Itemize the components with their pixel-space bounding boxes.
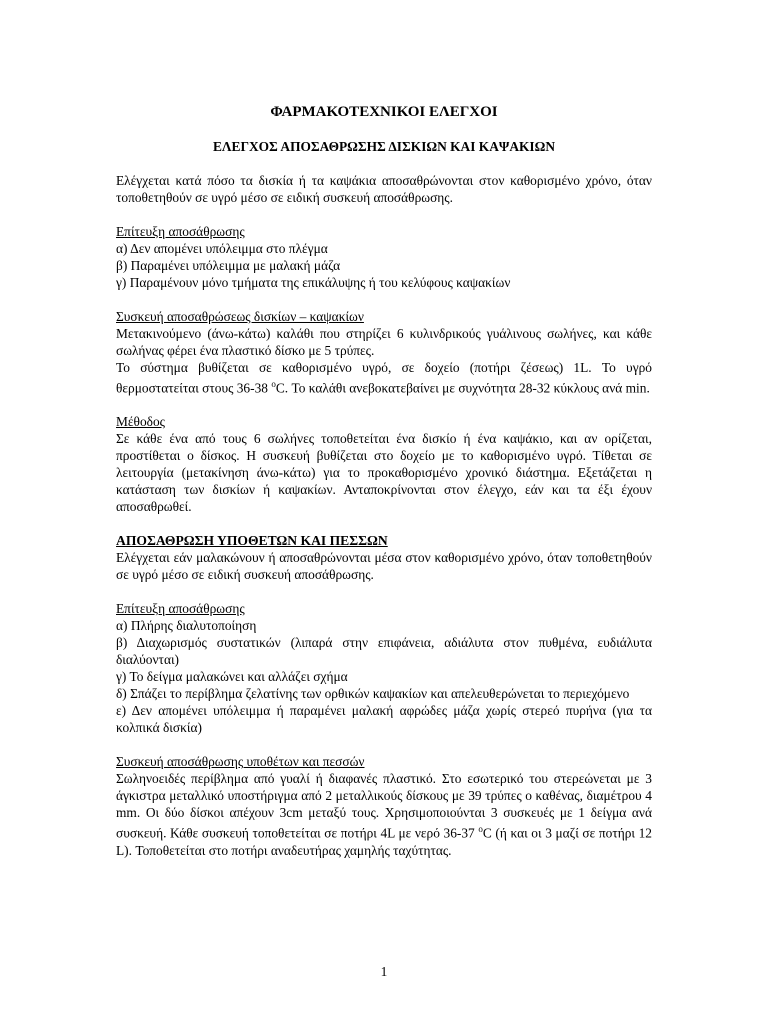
document-title: ΦΑΡΜΑΚΟΤΕΧΝΙΚΟΙ ΕΛΕΓΧΟΙ [270, 104, 498, 120]
text-span: C. Το καλάθι ανεβοκατεβαίνει με συχνότητα 28-32 κύκλους ανά min. [275, 380, 650, 396]
intro-paragraph: Ελέγχεται κατά πόσο τα δισκία ή τα καψάκια αποσαθρώνονται στον καθορισμένο χρόνο, όταν τοποθετηθούν σε υγρό μέσο σε ειδική συσκευή αποσάθρωσης. [116, 173, 652, 205]
list-item: ε) Δεν απομένει υπόλειμμα ή παραμένει μαλακή αφρώδες μάζα χωρίς στερεό πυρήνα (για τα κολπικά δισκία) [116, 703, 652, 736]
heading-method: Μέθοδος [116, 414, 165, 430]
apparatus-paragraph: Μετακινούμενο (άνω-κάτω) καλάθι που στηρίζει 6 κυλινδρικούς γυάλινους σωλήνες, και κάθε σωλήνας φέρει ένα πλαστικό δίσκο με 5 τρύπες. [116, 326, 652, 358]
list-item: γ) Παραμένουν μόνο τμήματα της επικάλυψης ή του κελύφους καψακίων [116, 275, 511, 290]
spacer [116, 583, 652, 600]
spacer [116, 515, 652, 532]
section-title: ΕΛΕΓΧΟΣ ΑΠΟΣΑΘΡΩΣΗΣ ΔΙΣΚΙΩΝ ΚΑΙ ΚΑΨΑΚΙΩΝ [212, 139, 556, 154]
list-item: α) Δεν απομένει υπόλειμμα στο πλέγμα [116, 241, 328, 256]
heading-disintegration-criteria-2: Επίτευξη αποσάθρωσης [116, 601, 245, 617]
text-span: C (ή και οι 3 μαζί σε ποτήρι 12 L). Τοποθετείται στο ποτήρι αναδευτήρας χαμηλής ταχύτητας. [116, 825, 652, 858]
method-paragraph: Σε κάθε ένα από τους 6 σωλήνες τοποθετείται ένα δισκίο ή ένα καψάκιο, και αν ορίζεται, προστίθεται ο δίσκος. Η συσκευή βυθίζεται στο δοχείο με το καθορισμένο υγρό. Τίθεται σε λειτουργία (μετακίνηση άνω-κάτω) για το προκαθορισμένο χρονικό διάστημα. Εξετάζεται η κατάσταση των δισκίων ή καψακίων. Ανταποκρίνονται στον έλεγχο, εάν και τα έξι έχουν αποσαθρωθεί. [116, 431, 652, 515]
document-page [116, 104, 652, 859]
heading-apparatus: Συσκευή αποσαθρώσεως δισκίων – καψακίων [116, 309, 364, 324]
apparatus-paragraph-2 [116, 359, 652, 396]
suppositories-intro: Ελέγχεται εάν μαλακώνουν ή αποσαθρώνονται μέσα στον καθορισμένο χρόνο, όταν τοποθετηθούν σε υγρό μέσο σε ειδική συσκευή αποσάθρωσης. [116, 550, 652, 583]
text-span: Σωληνοειδές περίβλημα από γυαλί ή διαφανές πλαστικό. Στο εσωτερικό του στερεώνεται με 3 άγκιστρα μεταλλικό υποστήριγμα από 2 μεταλλικούς δίσκους με 39 τρύπες ο καθένας, διαμέτρου 4 mm. Οι δύο δίσκοι απέχουν 3cm μεταξύ τους. Χρησιμοποιούνται 3 συσκευές με 1 δείγμα ανά συσκευή. Κάθε συσκευή τοποθετείται σε ποτήρι 4L με νερό 36-37 [116, 771, 652, 841]
degree-sign: o [478, 824, 483, 835]
list-item: α) Πλήρης διαλυτοποίηση [116, 618, 257, 634]
section-heading-suppositories: ΑΠΟΣΑΘΡΩΣΗ ΥΠΟΘΕΤΩΝ ΚΑΙ ΠΕΣΣΩΝ [116, 533, 388, 549]
page-number: 1 [380, 964, 388, 979]
spacer [116, 396, 652, 413]
text-span: Το σύστημα βυθίζεται σε καθορισμένο υγρό, σε δοχείο (ποτήρι ζέσεως) 1L. Το υγρό θερμοστατείται στους 36-38 [116, 360, 652, 396]
spacer [116, 291, 652, 308]
degree-sign: o [271, 379, 276, 389]
heading-suppository-apparatus: Συσκευή αποσάθρωσης υποθέτων και πεσσών [116, 754, 365, 770]
spacer [116, 736, 652, 753]
list-item: γ) Το δείγμα μαλακώνει και αλλάζει σχήμα [116, 669, 348, 685]
list-item: δ) Σπάζει το περίβλημα ζελατίνης των ορθικών καψακίων και απελευθερώνεται το περιεχόμενο [116, 686, 630, 702]
spacer [116, 206, 652, 223]
list-item: β) Παραμένει υπόλειμμα με μαλακή μάζα [116, 258, 341, 273]
suppository-apparatus-paragraph [116, 770, 652, 858]
heading-disintegration-criteria: Επίτευξη αποσάθρωσης [116, 224, 245, 239]
list-item: β) Διαχωρισμός συστατικών (λιπαρά στην επιφάνεια, αδιάλυτα στον πυθμένα, ευδιάλυτα διαλύονται) [116, 635, 652, 668]
